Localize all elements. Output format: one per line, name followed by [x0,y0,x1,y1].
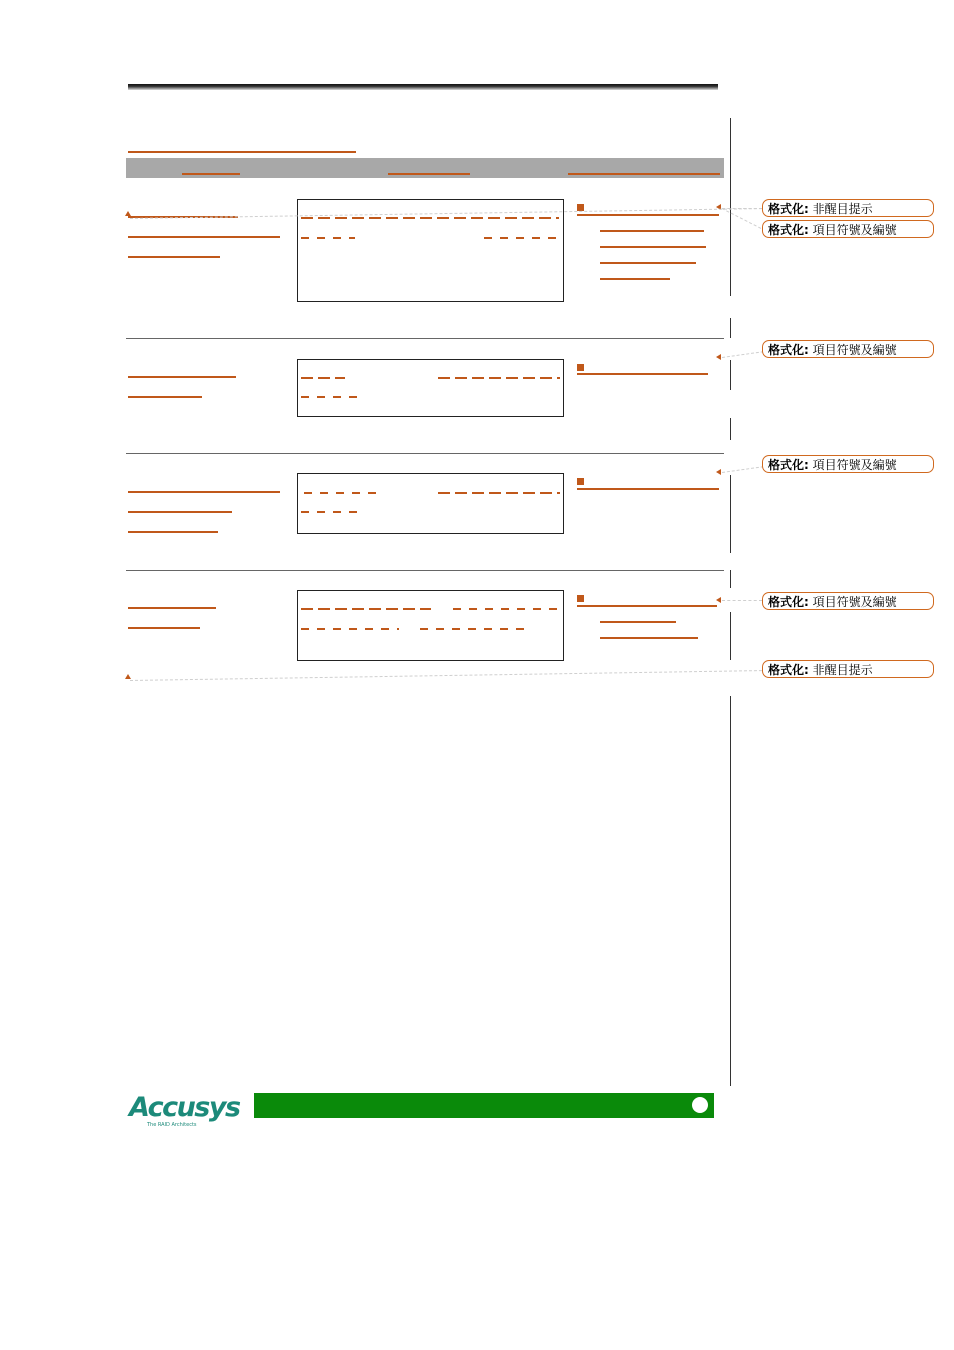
row1-desc-line5 [600,278,670,280]
row4-label-line2 [128,627,200,629]
row1-desc-line4 [600,262,696,264]
row4-desc-line3 [600,637,698,639]
margin-line [730,696,731,1086]
table-header [126,158,724,178]
row1-display-line2b [484,237,559,239]
row1-desc-line3 [600,246,706,248]
row3-label-line2 [128,511,232,513]
footer-bar [254,1093,714,1118]
row2-display-line1b [438,377,560,379]
annotation-balloon: 格式化: 項目符號及編號 [762,340,934,358]
annotation-balloon: 格式化: 非醒目提示 [762,660,934,678]
connector-line [722,208,762,229]
row2-label-line1 [128,376,236,378]
margin-line [730,570,731,588]
row4-desc-line1 [577,605,717,607]
header-rule [128,84,718,90]
row4-display-box [297,590,564,661]
row-divider [126,570,724,571]
row2-display-line1a [301,377,345,379]
connector-line [722,208,762,209]
margin-line [730,612,731,660]
row3-label-line3 [128,531,218,533]
annotation-balloon: 格式化: 項目符號及編號 [762,220,934,238]
row3-desc-line1 [577,488,719,490]
row2-display-line2 [301,396,357,398]
insertion-marker [125,674,131,679]
margin-line [730,118,731,296]
column-header-description [568,173,720,175]
row-divider [126,338,724,339]
row4-label-line1 [128,607,216,609]
margin-line [730,360,731,390]
bullet-icon [577,595,584,602]
row1-desc-line1 [577,214,719,216]
annotation-balloon: 格式化: 項目符號及編號 [762,592,934,610]
margin-line [730,475,731,553]
row2-display-box [297,359,564,417]
row1-display-line1 [301,217,559,219]
row2-desc-line1 [577,373,708,375]
section-title [128,151,356,153]
row4-desc-line2 [600,621,676,623]
row3-label-line1 [128,491,280,493]
column-header-function [182,173,240,175]
connector-line [722,466,764,473]
connector-line [722,351,764,358]
row3-display-box [297,473,564,534]
row-divider [126,453,724,454]
row2-label-line2 [128,396,202,398]
margin-line [730,418,731,440]
page-number-badge [692,1097,708,1113]
annotation-balloon: 格式化: 項目符號及編號 [762,455,934,473]
connector-line [130,670,762,681]
row3-display-line1a [304,492,380,494]
row1-label-line2 [128,236,280,238]
row1-label-line3 [128,256,220,258]
annotation-balloon: 格式化: 非醒目提示 [762,199,934,217]
change-marker [716,354,721,360]
connector-line [722,600,762,601]
accusys-logo: Accusys The RAID Architects [129,1092,240,1128]
change-marker [716,597,721,603]
row3-display-line2 [301,511,357,513]
row4-display-line2b [420,628,524,630]
column-header-display [388,173,470,175]
row1-desc-line2 [600,230,704,232]
change-marker [716,469,721,475]
row4-display-line2a [301,628,399,630]
row1-display-line2a [301,237,355,239]
row4-display-line1a [301,608,431,610]
row4-display-line1b [453,608,559,610]
bullet-icon [577,478,584,485]
margin-line [730,318,731,338]
row3-display-line1b [438,492,560,494]
bullet-icon [577,364,584,371]
